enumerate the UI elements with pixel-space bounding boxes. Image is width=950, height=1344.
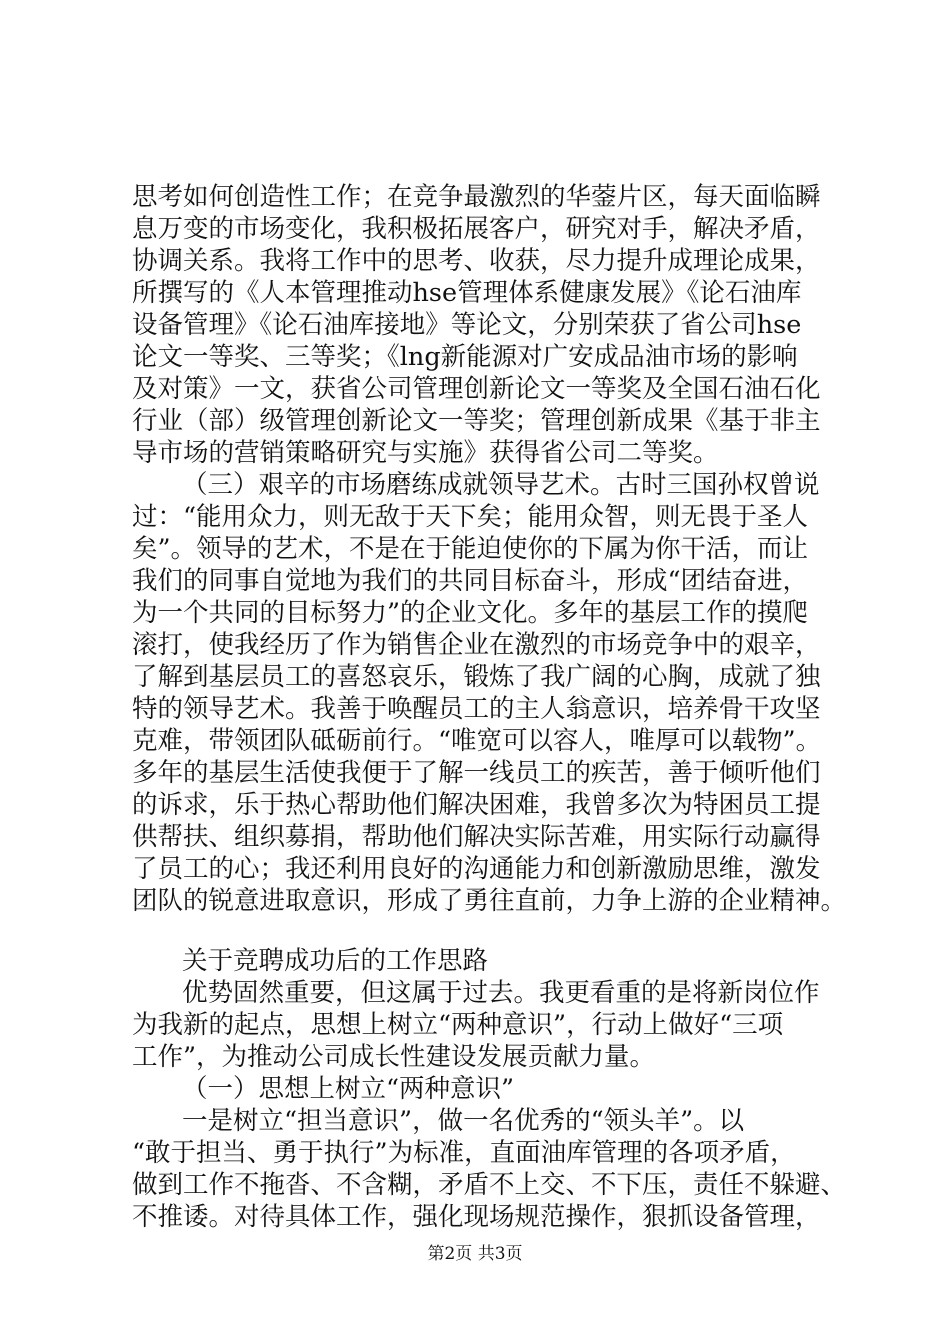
text-line: 论文一等奖、三等奖；《lng新能源对广安成品油市场的影响 (132, 342, 798, 372)
text-line: 特的领导艺术。我善于唤醒员工的主人翁意识，培养骨干攻坚 (132, 694, 821, 724)
text-line: 了解到基层员工的喜怒哀乐，锻炼了我广阔的心胸，成就了独 (132, 662, 821, 692)
text-line: 为一个共同的目标努力”的企业文化。多年的基层工作的摸爬 (132, 598, 809, 628)
section-title: 关于竞聘成功后的工作思路 (182, 946, 489, 976)
text-line: 滚打，使我经历了作为销售企业在激烈的市场竞争中的艰辛， (132, 630, 821, 660)
text-line: 的诉求，乐于热心帮助他们解决困难，我曾多次为特困员工提 (132, 790, 821, 820)
text-line: 工作”，为推动公司成长性建设发展贡献力量。 (132, 1042, 656, 1072)
text-line: 优势固然重要，但这属于过去。我更看重的是将新岗位作 (182, 978, 820, 1008)
text-line: 克难，带领团队砥砺前行。“唯宽可以容人，唯厚可以载物”。 (132, 726, 822, 756)
text-line: 一是树立“担当意识”，做一名优秀的“领头羊”。以 (182, 1106, 745, 1136)
text-line: 不推诿。对待具体工作，强化现场规范操作，狠抓设备管理， (132, 1202, 821, 1232)
text-line: 所撰写的《人本管理推动hse管理体系健康发展》《论石油库 (132, 278, 802, 308)
text-line: 协调关系。我将工作中的思考、收获，尽力提升成理论成果， (132, 246, 821, 276)
text-line: 做到工作不拖沓、不含糊，矛盾不上交、不下压，责任不躲避、 (132, 1170, 847, 1200)
text-line: 行业（部）级管理创新论文一等奖；管理创新成果《基于非主 (132, 406, 821, 436)
text-line: 了员工的心；我还利用良好的沟通能力和创新激励思维，激发 (132, 854, 821, 884)
text-line: 为我新的起点，思想上树立“两种意识”，行动上做好“三项 (132, 1010, 784, 1040)
text-line: “敢于担当、勇于执行”为标准，直面油库管理的各项矛盾， (132, 1138, 796, 1168)
page-number-footer: 第2页 共3页 (427, 1244, 523, 1264)
text-line: 我们的同事自觉地为我们的共同目标奋斗，形成“团结奋进， (132, 566, 809, 596)
section-heading: （一）思想上树立“两种意识” (182, 1074, 515, 1104)
text-line: 矣”。领导的艺术，不是在于能迫使你的下属为你干活，而让 (132, 534, 809, 564)
text-line: 息万变的市场变化，我积极拓展客户，研究对手，解决矛盾， (132, 214, 821, 244)
text-line: 供帮扶、组织募捐，帮助他们解决实际苦难，用实际行动赢得 (132, 822, 821, 852)
text-line: 及对策》一文，获省公司管理创新论文一等奖及全国石油石化 (132, 374, 821, 404)
text-line: 导市场的营销策略研究与实施》获得省公司二等奖。 (132, 438, 719, 468)
text-line: 思考如何创造性工作；在竞争最激烈的华蓥片区，每天面临瞬 (132, 182, 821, 212)
text-line: 设备管理》《论石油库接地》等论文，分别荣获了省公司hse (132, 310, 802, 340)
text-line: 过：“能用众力，则无敌于天下矣；能用众智，则无畏于圣人 (132, 502, 809, 532)
section-heading: （三）艰辛的市场磨练成就领导艺术。古时三国孙权曾说 (182, 470, 820, 500)
text-line: 团队的锐意进取意识，形成了勇往直前，力争上游的企业精神。 (132, 886, 847, 916)
text-line: 多年的基层生活使我便于了解一线员工的疾苦，善于倾听他们 (132, 758, 821, 788)
